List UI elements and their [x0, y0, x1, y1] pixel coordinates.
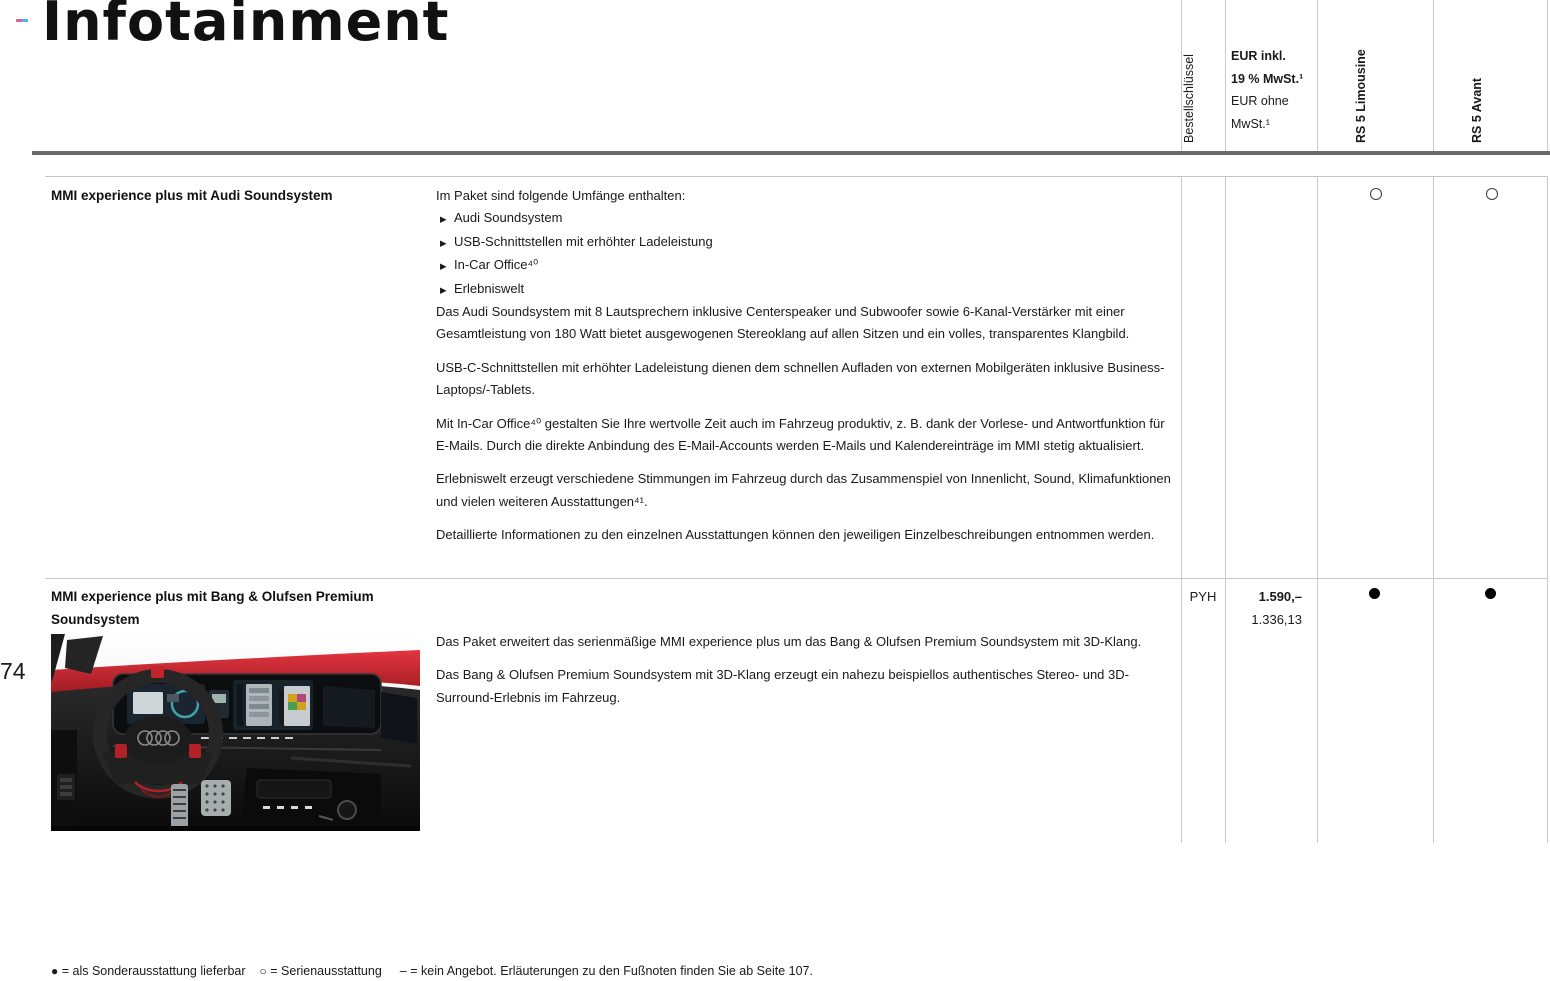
legend-dash-text: = kein Angebot.: [406, 964, 501, 978]
option-title-line: Soundsystem: [51, 611, 140, 627]
footnote-reference: Erläuterungen zu den Fußnoten finden Sie ab Seite 107.: [500, 964, 813, 978]
bullet-triangle-icon: ▶: [440, 284, 447, 295]
row-divider: [45, 578, 1547, 579]
list-item: [436, 207, 1174, 230]
price-header-line: MwSt.¹: [1231, 116, 1270, 131]
column-header-price: [1231, 45, 1303, 135]
page-number: 74: [0, 658, 26, 684]
description-paragraph: USB-C-Schnittstellen mit erhöhter Ladeleistung dienen dem schnellen Aufladen von externen Mobilgeräten inklusive Business-Laptops/-Tablets.: [436, 359, 1165, 398]
order-code: PYH: [1189, 589, 1217, 604]
price-excl-vat: 1.336,13: [1251, 611, 1302, 627]
page-title: Infotainment: [42, 0, 450, 53]
description-paragraph: Das Bang & Olufsen Premium Soundsystem mit 3D-Klang erzeugt ein nahezu beispiellos authentisches Stereo- und 3D-Surround-Erlebnis im Fahrzeug.: [436, 667, 1129, 705]
price-incl-vat: 1.590,–: [1258, 589, 1302, 604]
availability-marker-limousine: [1369, 588, 1380, 599]
price-cell: [1227, 586, 1302, 631]
availability-marker-limousine: [1370, 188, 1382, 200]
color-registration-mark-icon: [16, 19, 28, 28]
feature-list: [436, 207, 1174, 301]
legend-open-text: = Serienausstattung: [266, 964, 382, 978]
price-header-line: EUR ohne: [1231, 94, 1289, 108]
option-title: [51, 586, 401, 631]
column-divider: [1181, 176, 1182, 843]
list-item-text: USB-Schnittstellen mit erhöhter Ladeleistung: [454, 233, 713, 249]
description-paragraph: Mit In-Car Office⁴⁰ gestalten Sie Ihre wertvolle Zeit auch im Fahrzeug produktiv, z. B. dank der Vorlese- und Antwortfunktion für E-Mails. Durch die direkte Anbindung des E-Mail-Accounts werden E-Mails und Kalendereinträge im MMI stetig aktualisiert.: [436, 415, 1165, 454]
legend-filled-text: = als Sonderausstattung lieferbar: [58, 964, 246, 978]
list-item-text: Audi Soundsystem: [454, 210, 563, 226]
column-header-rs5-avant: RS 5 Avant: [1470, 77, 1484, 143]
column-divider: [1225, 176, 1226, 843]
description-paragraph: Das Paket erweitert das serienmäßige MMI experience plus um das Bang & Olufsen Premium Soundsystem mit 3D-Klang.: [436, 634, 1142, 649]
option-description: [436, 185, 1174, 547]
price-header-line: EUR inkl.: [1231, 49, 1286, 63]
list-item-text: In-Car Office⁴⁰: [454, 257, 539, 273]
column-divider: [1547, 0, 1548, 151]
description-paragraph: Das Audi Soundsystem mit 8 Lautsprechern inklusive Centerspeaker und Subwoofer sowie 6-Kanal-Verstärker mit einer Gesamtleistung von 180 Watt bietet ausgewogenen Stereoklang auf allen Sitzen und ein volles, transparentes Klangbild.: [436, 304, 1130, 342]
list-item-text: Erlebniswelt: [454, 280, 525, 296]
center-console: [241, 768, 381, 831]
option-title: MMI experience plus mit Audi Soundsystem: [51, 188, 333, 203]
availability-marker-avant: [1485, 588, 1496, 599]
column-divider: [1433, 176, 1434, 843]
column-header-bestellschluessel: Bestellschlüssel: [1182, 54, 1196, 143]
list-item: [436, 278, 1174, 301]
column-divider: [1547, 176, 1548, 843]
footer-legend: [51, 964, 813, 979]
availability-marker-avant: [1486, 188, 1498, 200]
dash-icon: –: [399, 964, 407, 978]
column-divider: [1433, 0, 1434, 151]
column-divider: [1225, 0, 1226, 151]
list-item: [436, 254, 1174, 277]
rs5-interior-dashboard-photo: [51, 634, 420, 831]
description-paragraph: Detaillierte Informationen zu den einzelnen Ausstattungen können den jeweiligen Einzelbeschreibungen entnommen werden.: [436, 527, 1155, 543]
list-item: [436, 231, 1174, 254]
price-header-line: 19 % MwSt.¹: [1231, 71, 1304, 86]
open-circle-icon: ○: [259, 964, 267, 978]
filled-circle-icon: ●: [51, 964, 59, 978]
description-intro: Im Paket sind folgende Umfänge enthalten:: [436, 188, 686, 203]
row-divider: [45, 176, 1547, 177]
bullet-triangle-icon: ▶: [440, 214, 447, 225]
bullet-triangle-icon: ▶: [440, 261, 447, 272]
option-description: [436, 631, 1174, 709]
column-divider: [1317, 0, 1318, 151]
bullet-triangle-icon: ▶: [440, 237, 447, 248]
option-title-line: MMI experience plus mit Bang & Olufsen Premium: [51, 589, 374, 604]
description-paragraph: Erlebniswelt erzeugt verschiedene Stimmungen im Fahrzeug durch das Zusammenspiel von Innenlicht, Sound, Klimafunktionen und vielen weiteren Ausstattungen⁴¹.: [436, 471, 1171, 509]
header-rule: [32, 151, 1550, 155]
column-header-rs5-limousine: RS 5 Limousine: [1354, 49, 1368, 143]
column-divider: [1317, 176, 1318, 843]
